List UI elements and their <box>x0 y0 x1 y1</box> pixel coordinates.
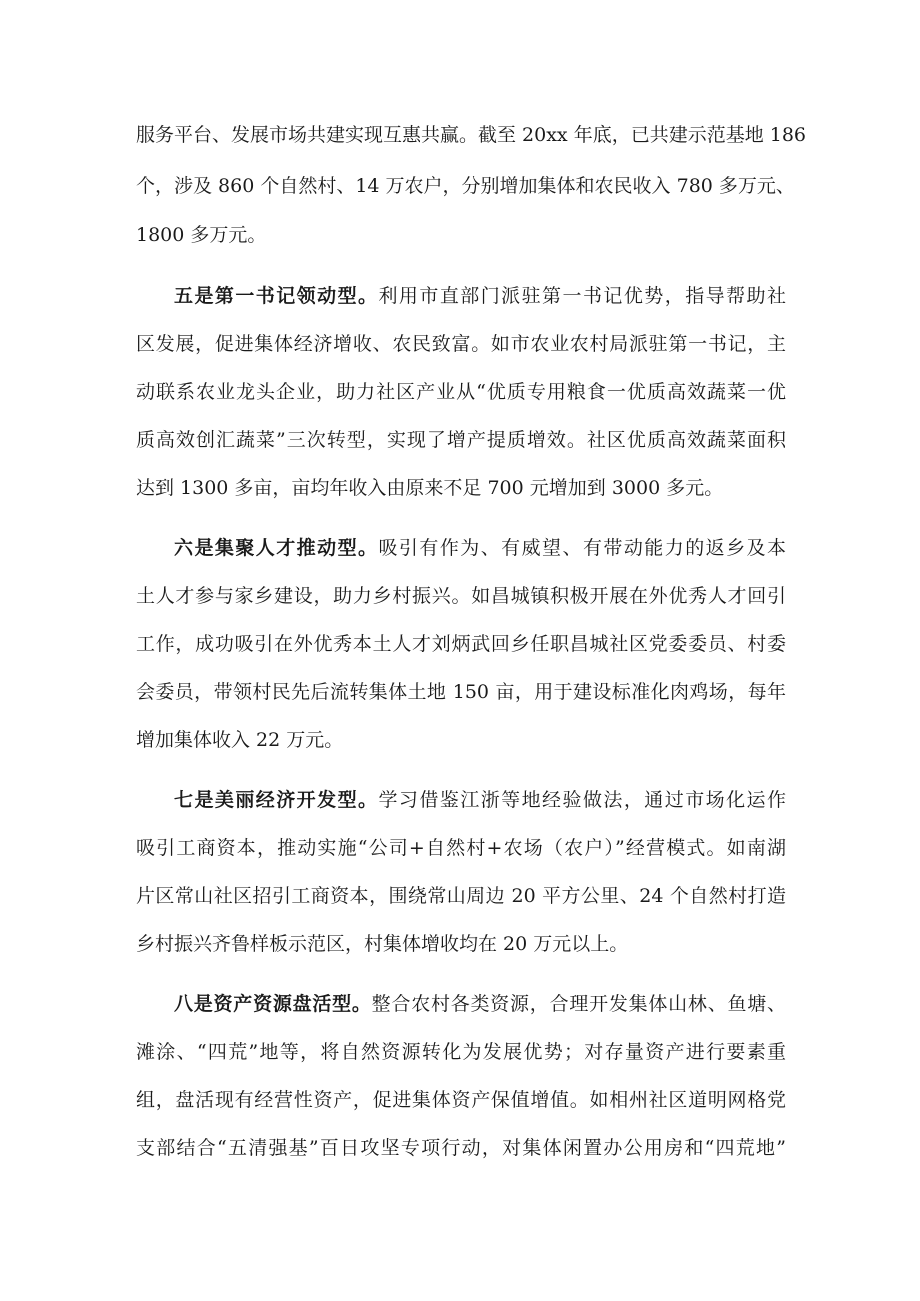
paragraph-line: 服务平台、发展市场共建实现互惠共赢。截至 20xx 年底，已共建示范基地 186 <box>136 124 806 146</box>
paragraph-line: 达到 1300 多亩，亩均年收入由原来不足 700 元增加到 3000 多元。 <box>136 477 724 499</box>
paragraph-line: 工作，成功吸引在外优秀本土人才刘炳武回乡任职昌城社区党委委员、村委 <box>136 633 786 655</box>
paragraph-line: 1800 多万元。 <box>136 224 267 246</box>
paragraph-line: 质高效创汇蔬菜”三次转型，实现了增产提质增效。社区优质高效蔬菜面积 <box>136 429 786 451</box>
paragraph-line: 乡村振兴齐鲁样板示范区，村集体增收均在 20 万元以上。 <box>136 933 629 955</box>
paragraph-line: 组，盘活现有经营性资产，促进集体资产保值增值。如相州社区道明网格党 <box>136 1089 786 1111</box>
paragraph-text: 利用市直部门派驻第一书记优势，指导帮助社 <box>378 285 786 307</box>
paragraph-first-line <box>174 787 786 813</box>
paragraph-line: 吸引工商资本，推动实施“公司+自然村+农场（农户）”经营模式。如南湖 <box>136 837 786 859</box>
paragraph-first-line <box>174 991 786 1017</box>
paragraph-line: 滩涂、“四荒”地等，将自然资源转化为发展优势；对存量资产进行要素重 <box>136 1041 786 1063</box>
paragraph-line: 动联系农业龙头企业，助力社区产业从“优质专用粮食一优质高效蔬菜一优 <box>136 381 786 403</box>
paragraph-line: 片区常山社区招引工商资本，围绕常山周边 20 平方公里、24 个自然村打造 <box>136 885 786 907</box>
paragraph-first-line <box>174 535 786 561</box>
paragraph-text: 学习借鉴江浙等地经验做法，通过市场化运作 <box>378 789 786 811</box>
paragraph-line: 区发展，促进集体经济增收、农民致富。如市农业农村局派驻第一书记，主 <box>136 333 786 355</box>
paragraph-heading: 六是集聚人才推动型。 <box>174 537 379 559</box>
paragraph-heading: 七是美丽经济开发型。 <box>174 789 379 811</box>
paragraph-first-line <box>174 283 786 309</box>
paragraph-heading: 五是第一书记领动型。 <box>174 285 379 307</box>
paragraph-text: 整合农村各类资源，合理开发集体山林、鱼塘、 <box>371 993 786 1015</box>
paragraph-line: 会委员，带领村民先后流转集体土地 150 亩，用于建设标准化肉鸡场，每年 <box>136 681 786 703</box>
paragraph-line: 个，涉及 860 个自然村、14 万农户，分别增加集体和农民收入 780 多万元、 <box>136 175 795 197</box>
paragraph-line: 支部结合“五清强基”百日攻坚专项行动，对集体闲置办公用房和“四荒地” <box>136 1137 786 1159</box>
paragraph-line: 土人才参与家乡建设，助力乡村振兴。如昌城镇积极开展在外优秀人才回引 <box>136 585 786 607</box>
paragraph-text: 吸引有作为、有威望、有带动能力的返乡及本 <box>378 537 786 559</box>
paragraph-heading: 八是资产资源盘活型。 <box>174 993 372 1015</box>
paragraph-line: 增加集体收入 22 万元。 <box>136 729 344 751</box>
